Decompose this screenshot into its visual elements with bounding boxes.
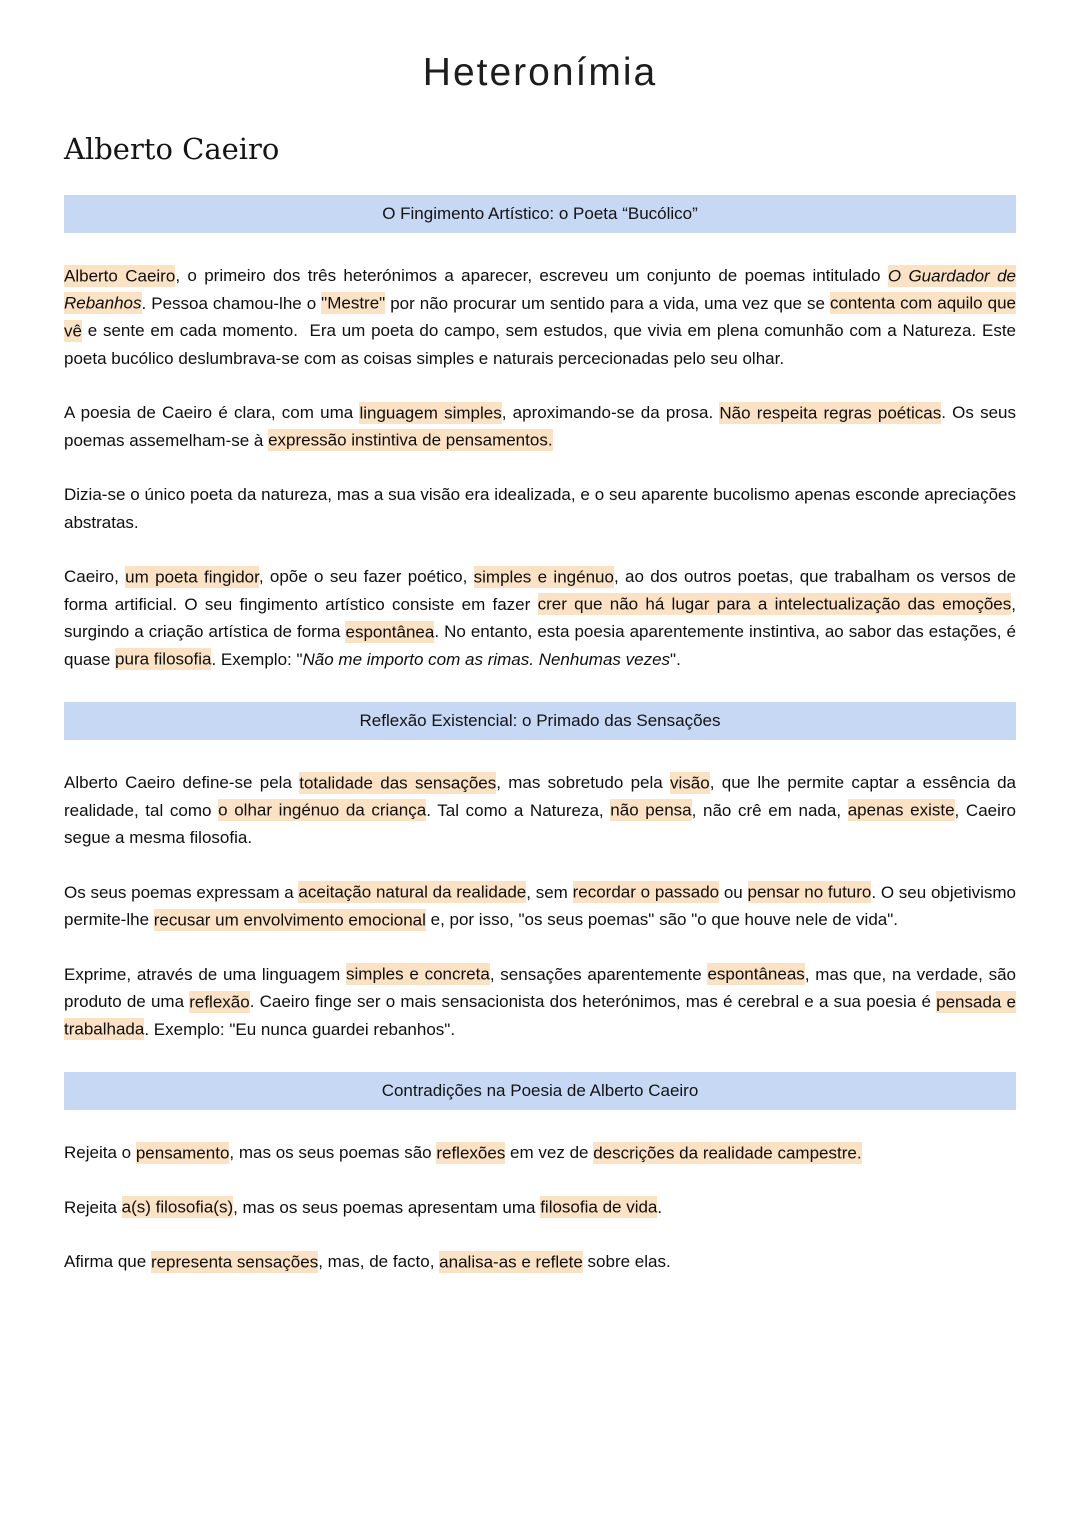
text-run: . Exemplo: "Eu nunca guardei rebanhos". [144,1019,456,1039]
section-banner: O Fingimento Artístico: o Poeta “Bucólico” [64,195,1016,233]
text-run: . Caeiro finge ser o mais sensacionista dos heterónimos, mas é cerebral e a sua poesia é [249,992,937,1011]
text-run: , não crê em nada, [691,800,848,820]
paragraph [64,262,1016,372]
text-run: , mas os seus poemas apresentam uma [233,1197,541,1217]
text-run: e, por isso, "os seus poemas" são "o que houve nele de vida". [425,910,898,929]
text-run: por não procurar um sentido para a vida, uma vez que se [385,293,830,313]
paragraph [64,563,1016,673]
text-run: Afirma que [64,1252,151,1271]
highlighted-text: pura filosofia [115,649,212,669]
text-run: , ao dos outros poetas, que trabalham os versos de forma artificial. O seu fingimento artístico consiste em fazer [64,567,1016,614]
highlighted-text: visão [670,773,710,792]
text-run: . No entanto, esta poesia aparentemente instintiva, ao sabor das estações, é quase [64,622,1017,669]
text-run: e sente em cada momento. Era um poeta do campo, sem estudos, que vivia em plena comunhão com a Natureza. Este poeta bucólico deslumbrava-se com as coisas simples e naturais percecionadas pelo seu olhar. [64,321,1016,368]
paragraph [64,481,1016,536]
text-run: Os seus poemas expressam a [64,882,299,902]
highlighted-text: reflexão [189,992,250,1011]
paragraph [64,1248,1016,1276]
text-run: , Caeiro segue a mesma filosofia. [64,800,1016,847]
highlighted-text: pensamento [135,1143,230,1162]
section-banner: Contradições na Poesia de Alberto Caeiro [64,1072,1016,1110]
highlighted-text: representa sensações [150,1252,319,1271]
text-run: , que lhe permite captar a essência da realidade, tal como [64,773,1016,820]
highlighted-text: O Guardador de Rebanhos [64,266,1016,313]
text-run: ". [670,649,681,669]
text-run: , sensações aparentemente [489,964,708,984]
section-banner: Reflexão Existencial: o Primado das Sensações [64,702,1016,740]
highlighted-text: linguagem simples [359,403,502,422]
highlighted-text: Não respeita regras poéticas [719,403,942,422]
highlighted-text: contenta com aquilo que vê [64,293,1016,340]
text-run: , mas, de facto, [318,1252,440,1271]
text-run: . Tal como a Natureza, [426,800,611,820]
paragraph [64,961,1016,1044]
text-run: Rejeita o [64,1143,136,1162]
text-run: , mas os seus poemas são [229,1143,437,1162]
highlighted-text: Alberto Caeiro [64,266,176,285]
paragraph [64,1139,1016,1167]
highlighted-text: crer que não há lugar para a intelectualização das emoções [537,594,1012,614]
text-run: . Pessoa chamou-lhe o [141,293,322,313]
highlighted-text: analisa-as e reflete [439,1252,583,1271]
text-run: . Os seus poemas assemelham-se à [64,403,1017,450]
text-run: A poesia de Caeiro é clara, com uma [64,403,360,422]
text-run: , sem [526,882,573,902]
highlighted-text: o olhar ingénuo da criança [218,800,427,820]
highlighted-text: recordar o passado [572,882,720,902]
text-run: . O seu objetivismo permite-lhe [64,882,1016,929]
paragraph [64,769,1016,852]
highlighted-text: um poeta fingidor [125,567,259,586]
document-body [64,195,1016,1276]
text-run: . [657,1197,663,1217]
page-title: Heteronímia [422,51,658,94]
highlighted-text: simples e concreta [346,964,490,984]
text-run: Alberto Caeiro define-se pela [64,773,300,792]
highlighted-text: espontâneas [707,964,805,984]
highlighted-text: filosofia de vida [540,1197,658,1217]
text-run: sobre elas. [582,1252,671,1271]
text-run: , mas que, na verdade, são produto de uma [64,964,1016,1011]
text-run: . Exemplo: " [211,649,303,669]
text-run: Rejeita [64,1197,122,1217]
section-heading-author: Alberto Caeiro [64,132,280,166]
highlighted-text: recusar um envolvimento emocional [153,910,426,929]
highlighted-text: reflexões [436,1143,506,1162]
highlighted-text: totalidade das sensações [299,773,497,792]
text-run: , aproximando-se da prosa. [501,403,720,422]
highlighted-text: aceitação natural da realidade [298,882,527,902]
highlighted-text: simples e ingénuo [473,567,614,586]
highlighted-text: apenas existe [847,800,955,820]
paragraph [64,399,1016,454]
text-run: , o primeiro dos três heterónimos a aparecer, escreveu um conjunto de poemas intitulado [175,266,888,285]
highlighted-text: "Mestre" [321,293,386,313]
highlighted-text: pensada e trabalhada [64,992,1016,1039]
text-run: Não me importo com as rimas. Nenhumas vezes [302,649,671,669]
text-run: Dizia-se o único poeta da natureza, mas a sua visão era idealizada, e o seu aparente bucolismo apenas esconde apreciações abstratas. [64,485,1016,532]
highlighted-text: não pensa [610,800,692,820]
text-run: , surgindo a criação artística de forma [64,594,1016,641]
text-run: em vez de [505,1143,594,1162]
text-run: ou [719,882,748,902]
text-run: Exprime, através de uma linguagem [64,964,347,984]
paragraph [64,879,1016,934]
highlighted-text: a(s) filosofia(s) [121,1197,234,1217]
highlighted-text: pensar no futuro [747,882,872,902]
highlighted-text: descrições da realidade campestre. [593,1143,862,1162]
text-run: , opõe o seu fazer poético, [258,567,474,586]
highlighted-text: espontânea [345,622,435,641]
text-run: Caeiro, [64,567,126,586]
text-run: , mas sobretudo pela [496,773,671,792]
paragraph [64,1194,1016,1222]
highlighted-text: expressão instintiva de pensamentos. [268,430,553,450]
